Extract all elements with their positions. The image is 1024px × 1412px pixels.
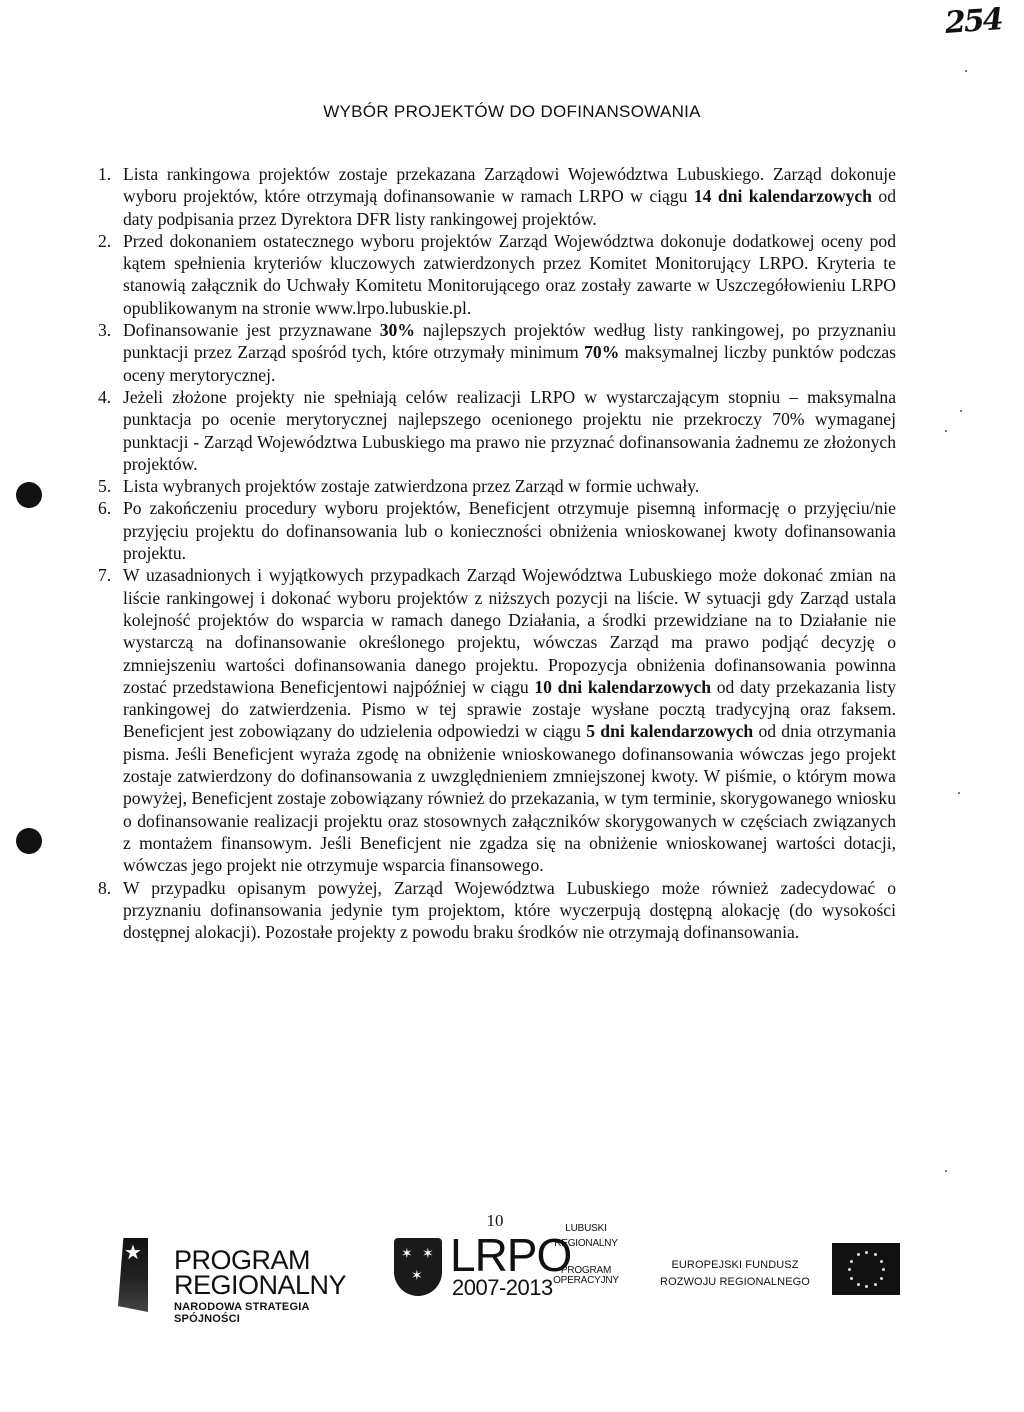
logo-subtext: REGIONALNY [554, 1238, 618, 1249]
crest-icon: ✶ ✶ ✶ [394, 1238, 442, 1296]
list-item-number: 2. [98, 230, 112, 251]
logo-text: PROGRAM [174, 1245, 311, 1275]
list-item-number: 3. [98, 320, 112, 341]
punch-hole [16, 828, 42, 854]
bold-text: 5 dni kalendarzowych [586, 721, 754, 742]
paragraph-text: Lista wybranych projektów zostaje zatwierdzona przez Zarząd w formie uchwały. [123, 476, 700, 497]
logo-subtext: EUROPEJSKI FUNDUSZ [671, 1259, 799, 1271]
scan-speck [958, 792, 960, 794]
list-item [84, 475, 896, 497]
lrpo-logo [394, 1220, 634, 1310]
eu-star-icon [857, 1283, 860, 1286]
scan-speck [945, 430, 947, 432]
logo-subtext: OPERACYJNY [553, 1275, 619, 1286]
paragraph-text: Dofinansowanie jest przyznawane [123, 320, 380, 341]
star-icon: ★ [124, 1240, 142, 1264]
eu-flag-icon [832, 1243, 900, 1295]
logo-text: LRPO [450, 1229, 572, 1281]
eu-star-icon [865, 1251, 868, 1254]
eu-star-icon [848, 1268, 851, 1271]
list-item [84, 497, 896, 564]
footer-page-number: 10 [486, 1211, 504, 1230]
list-item [84, 230, 896, 319]
logo-subtext: ROZWOJU REGIONALNEGO [660, 1276, 810, 1288]
eu-star-icon [865, 1285, 868, 1288]
logo-subtext: PROGRAM [560, 1265, 612, 1276]
paragraph-text: od dnia otrzymania pisma. Jeśli Beneficjent wyraża zgodę na obniżenie wnioskowanego dofinansowania wówczas jego projekt zostaje zatwierdzony do dofinansowania z uwzględnieniem zmniejszonej kwoty. W piśmie, o którym mowa powyżej, Beneficjent zostaje zobowiązany również do przekazania, w tym terminie, skorygowanego wniosku o dofinansowanie realizacji projektu oraz stosownych załączników skorygowanych w częściach związanych z montażem finansowym. Jeśli Beneficjent nie zgadza się na obniżenie wnioskowanej wartości dotacji, wówczas jego projekt nie otrzymuje wsparcia finansowego. [123, 721, 897, 876]
list-item [84, 319, 896, 386]
page-title: WYBÓR PROJEKTÓW DO DOFINANSOWANIA [323, 102, 701, 121]
eu-star-icon [882, 1268, 885, 1271]
bold-text: 70% [584, 342, 620, 363]
paragraph-text: W przypadku opisanym powyżej, Zarząd Województwa Lubuskiego może również zadecydować o przyznaniu dofinansowania jedynie tym projektom, które wyczerpują dostępną alokację (do wysokości dostępnej alokacji). Pozostałe projekty z powodu braku środków nie otrzymają dofinansowania. [123, 877, 896, 943]
paragraph-text: maksymalnej liczby punktów podczas oceny merytorycznej. [123, 342, 897, 385]
eu-star-icon [850, 1277, 853, 1280]
scan-speck [960, 410, 962, 412]
eu-star-icon [850, 1260, 853, 1263]
scan-speck [945, 1170, 947, 1172]
list-item-number: 5. [98, 476, 112, 497]
paragraph-text: Po zakończeniu procedury wyboru projektów, Beneficjent otrzymuje pisemną informację o przyjęciu/nie przyjęciu projektu do dofinansowania lub o konieczności obniżenia wnioskowanej kwoty dofinansowania projektu. [123, 498, 896, 564]
bold-text: 14 dni kalendarzowych [693, 186, 872, 207]
numbered-list [84, 163, 896, 943]
punch-hole [16, 482, 42, 508]
paragraph-text: Lista rankingowa projektów zostaje przekazana Zarządowi Województwa Lubuskiego. Zarząd dokonuje wyboru projektów, które otrzymają dofinansowanie w ramach LRPO w ciągu [123, 164, 896, 207]
paragraph-text: najlepszych projektów według listy rankingowej, po przyznaniu punktacji przez Zarząd spośród tych, które otrzymały minimum [123, 320, 896, 363]
list-item-number: 7. [98, 565, 112, 586]
logo-subtext: NARODOWA STRATEGIA SPÓJNOŚCI [174, 1301, 310, 1325]
paragraph-text: od daty podpisania przez Dyrektora DFR listy rankingowej projektów. [123, 186, 897, 229]
eu-star-icon [880, 1277, 883, 1280]
handwritten-page-number: 254 [944, 2, 1004, 41]
eu-star-icon [880, 1260, 883, 1263]
logo-text: REGIONALNY [174, 1270, 347, 1300]
list-item-number: 8. [98, 877, 112, 898]
bold-text: 30% [379, 320, 415, 341]
list-item [84, 564, 896, 876]
eu-star-icon [874, 1283, 877, 1286]
logo-subtext: LUBUSKI [565, 1223, 607, 1234]
eu-star-icon [857, 1253, 860, 1256]
paragraph-text: od daty przekazania listy rankingowej do zatwierdzenia. Pismo w tej sprawie zostaje wysłane pocztą tradycyjną oraz faksem. Beneficjent jest zobowiązany do udzielenia odpowiedzi w ciągu [123, 676, 896, 742]
scan-speck [965, 70, 967, 72]
bold-text: 10 dni kalendarzowych [534, 676, 711, 697]
list-item [84, 163, 896, 230]
list-item [84, 877, 896, 944]
list-item-number: 4. [98, 386, 112, 407]
list-item-number: 1. [98, 164, 112, 184]
list-item-number: 6. [98, 498, 112, 519]
eu-star-icon [874, 1253, 877, 1256]
eu-fund-label [650, 1257, 820, 1291]
list-item [84, 386, 896, 475]
paragraph-text: W uzasadnionych i wyjątkowych przypadkach Zarząd Województwa Lubuskiego może dokonać zmian na liście rankingowej i dokonać wyboru projektów z niższych pozycji na liście. W sytuacji gdy Zarząd ustala kolejność projektów do wsparcia w ramach danego Działania, a środki przewidziane na to Działanie nie wystarczą na dofinansowanie określonego projektu, wówczas Zarząd ma prawo podjąć decyzję o zmniejszeniu wartości dofinansowania danego projektu. Propozycja obniżenia dofinansowania powinna zostać przedstawiona Beneficjentowi najpóźniej w ciągu [123, 565, 896, 697]
paragraph-text: Przed dokonaniem ostatecznego wyboru projektów Zarząd Województwa dokonuje dodatkowej oceny pod kątem spełnienia kryteriów kluczowych zatwierdzonych przez Komitet Monitorujący LRPO. Kryteria te stanowią załącznik do Uchwały Komitetu Monitorującego oraz zostały zawarte w Uszczegółowieniu LRPO opublikowanym na stronie www.lrpo.lubuskie.pl. [123, 230, 896, 318]
logo-text: 2007-2013 [452, 1275, 553, 1300]
paragraph-text: Jeżeli złożone projekty nie spełniają celów realizacji LRPO w wystarczającym stopniu – maksymalna punktacja po ocenie merytorycznej najlepszego ocenionego projektu nie przekroczy 70% wymaganej punktacji - Zarząd Województwa Lubuskiego ma prawo nie przyznać dofinansowania żadnemu ze złożonych projektów. [123, 386, 896, 474]
program-regionalny-logo [112, 1236, 352, 1325]
